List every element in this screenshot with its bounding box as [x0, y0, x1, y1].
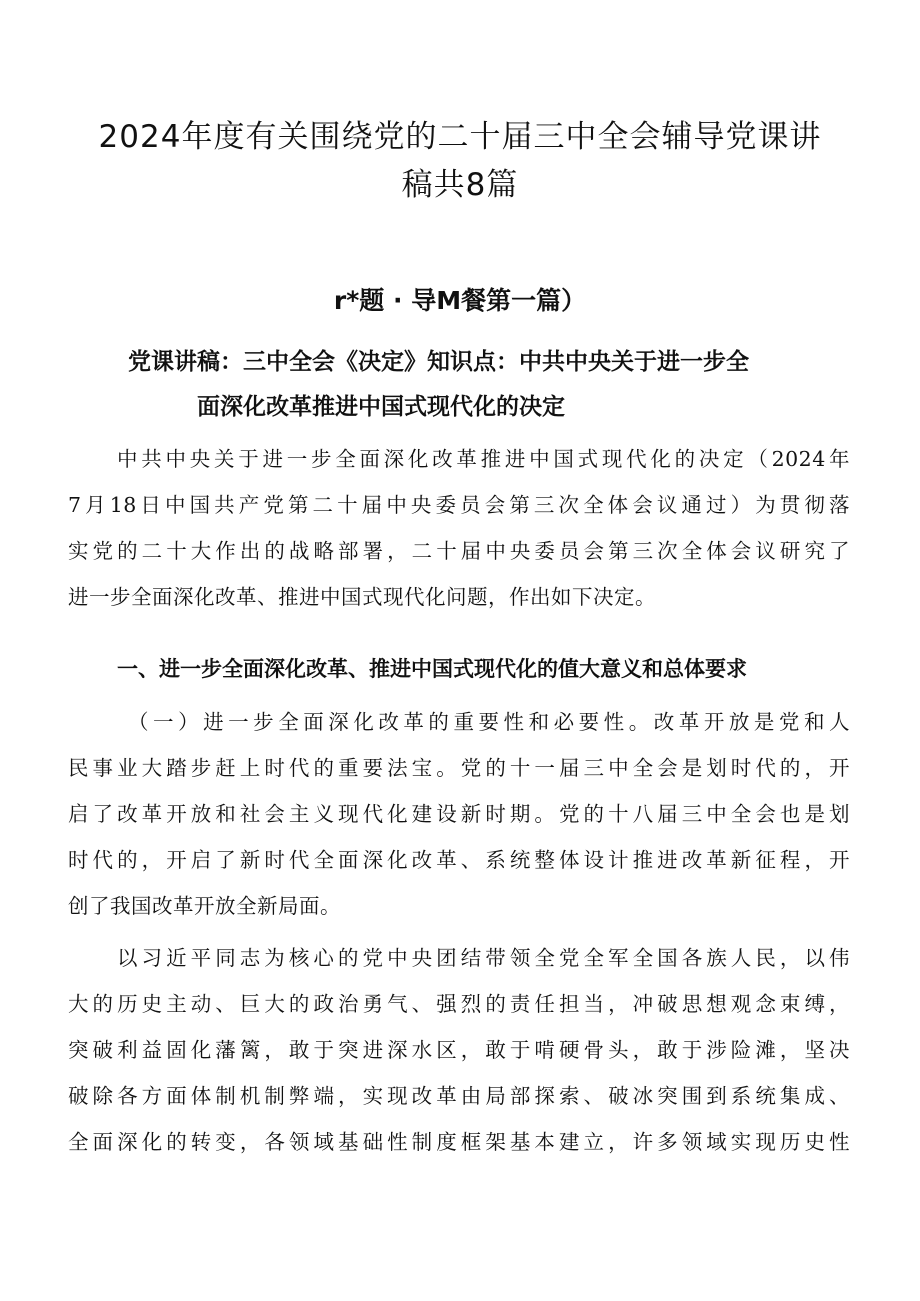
- intro-line: 实党的二十大作出的战略部署，二十届中央委员会第三次全体会议研究了: [68, 539, 850, 563]
- para2-line: 以习近平同志为核心的党中央团结带领全党全军全国各族人民，以伟: [117, 946, 850, 970]
- para2-line: 全面深化的转变，各领域基础性制度框架基本建立，许多领域实现历史性: [68, 1130, 850, 1154]
- para2-line: 大的历史主动、巨大的政治勇气、强烈的责任担当，冲破思想观念束缚，: [68, 992, 850, 1016]
- subtitle-line-1: 党课讲稿：三中全会《决定》知识点：中共中央关于进一步全: [128, 349, 749, 375]
- para1-line: 时代的，开启了新时代全面深化改革、系统整体设计推进改革新征程，开: [68, 848, 850, 872]
- intro-line: 中共中央关于进一步全面深化改革推进中国式现代化的决定（2024年: [117, 447, 850, 471]
- part-label: r*题 · 导M餐第一篇）: [333, 286, 587, 315]
- intro-line: 7月18日中国共产党第二十届中央委员会第三次全体会议通过）为贯彻落: [68, 493, 850, 517]
- para1-line: 启了改革开放和社会主义现代化建设新时期。党的十八届三中全会也是划: [68, 802, 850, 826]
- subtitle-line-2: 面深化改革推进中国式现代化的决定: [197, 394, 565, 420]
- para1-line: （一）进一步全面深化改革的重要性和必要性。改革开放是党和人: [128, 710, 850, 734]
- para1-line: 民事业大踏步赶上时代的重要法宝。党的十一届三中全会是划时代的，开: [68, 756, 850, 780]
- para2-line: 突破利益固化藩篱，敢于突进深水区，敢于啃硬骨头，敢于涉险滩，坚决: [68, 1038, 850, 1062]
- section-heading: 一、进一步全面深化改革、推进中国式现代化的值大意义和总体要求: [117, 657, 747, 681]
- para2-line: 破除各方面体制机制弊端，实现改革由局部探索、破冰突围到系统集成、: [68, 1084, 850, 1108]
- document-title-line-2: 稿共8篇: [401, 167, 519, 203]
- para1-line: 创了我国改革开放全新局面。: [68, 894, 341, 918]
- document-title-line-1: 2024年度有关围绕党的二十届三中全会辅导党课讲: [98, 119, 822, 155]
- intro-line: 进一步全面深化改革、推进中国式现代化问题，作出如下决定。: [68, 585, 656, 609]
